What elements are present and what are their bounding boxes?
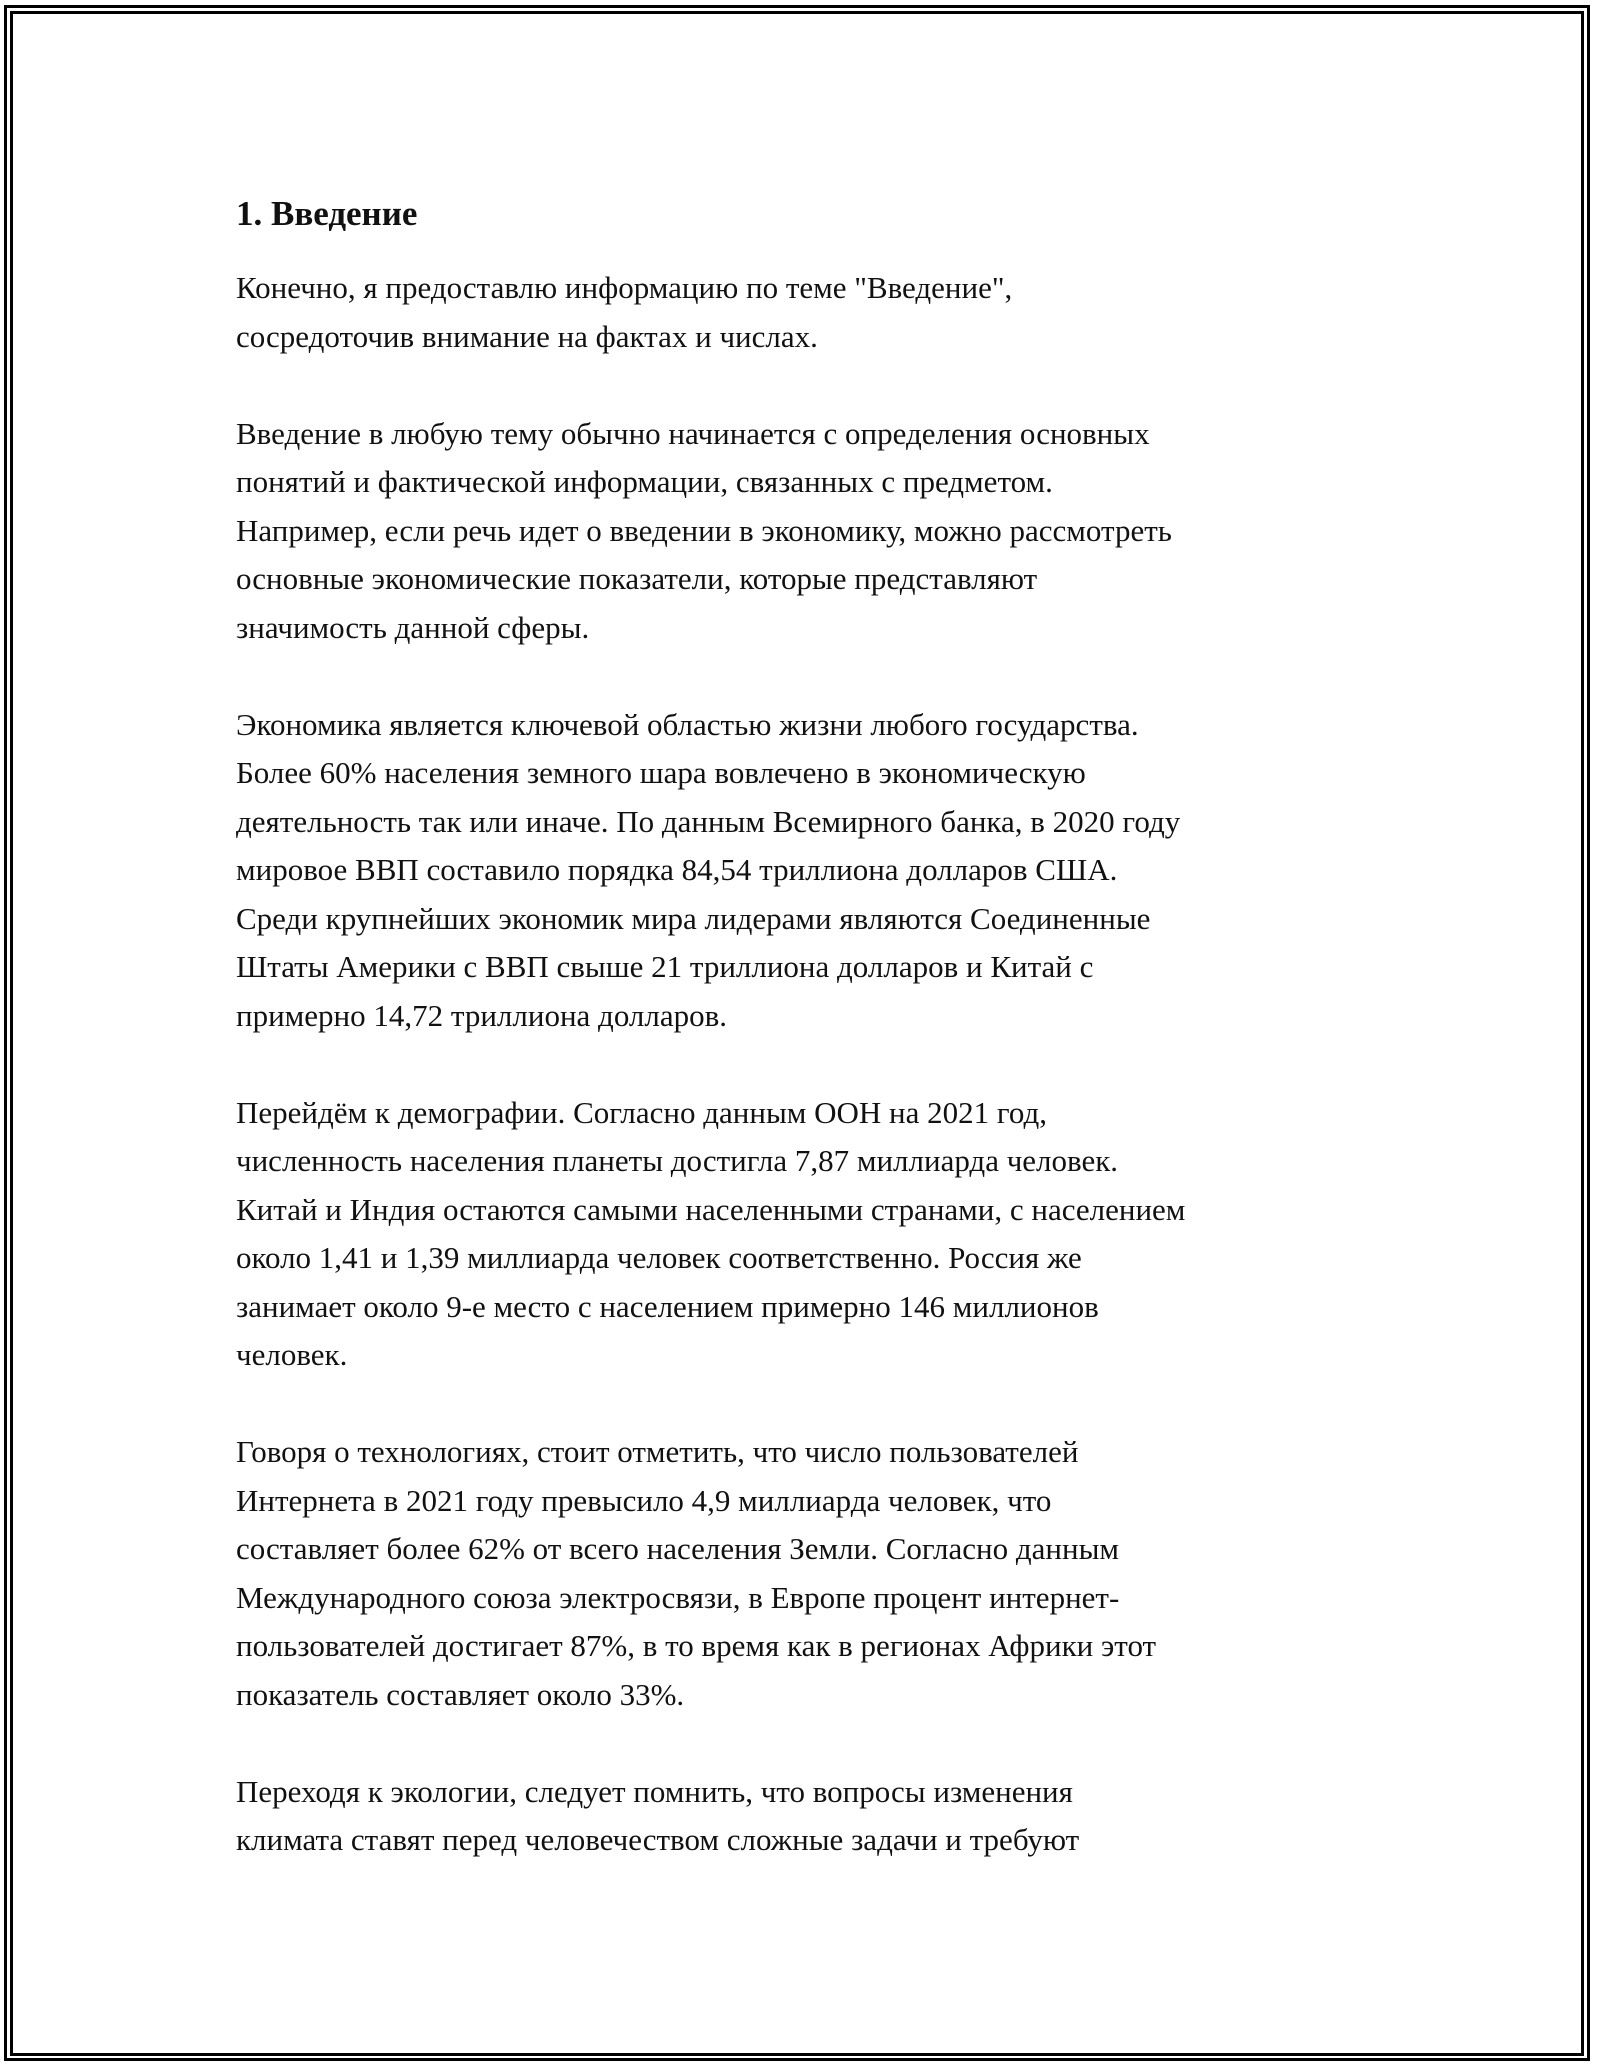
paragraph-definition: Введение в любую тему обычно начинается с определения основных понятий и фактической информации, связанных с предметом. Например, если речь идет о введении в экономику, можно рассмотреть основные экономические показатели, которые представляют значимость данной сферы. [236, 415, 1172, 645]
paragraph-demography: Перейдём к демографии. Согласно данным ООН на 2021 год, численность населения планеты достигла 7,87 миллиарда человек. Китай и Индия остаются самыми населенными странами, с населением около 1,41 и 1,39 миллиарда человек соответственно. Россия же занимает около 9-е место с населением примерно 146 миллионов человек. [236, 1094, 1186, 1372]
paragraph-economy: Экономика является ключевой областью жизни любого государства. Более 60% населения земного шара вовлечено в экономическую деятельность так или иначе. По данным Всемирного банка, в 2020 году мировое ВВП составило порядка 84,54 триллиона долларов США. Среди крупнейших экономик мира лидерами являются Соединенные Штаты Америки с ВВП свыше 21 триллиона долларов и Китай с примерно 14,72 триллиона долларов. [236, 706, 1181, 1033]
paragraph-intro: Конечно, я предоставлю информацию по теме "Введение", сосредоточив внимание на фактах и числах. [236, 270, 1013, 354]
paragraph-technology: Говоря о технологиях, стоит отметить, что число пользователей Интернета в 2021 году превысило 4,9 миллиарда человек, что составляет более 62% от всего населения Земли. Согласно данным Международного союза электросвязи, в Европе процент интернет- пользователей достигает 87%, в то время как в регионах Африки этот показатель составляет около 33%. [236, 1434, 1157, 1712]
section-heading: 1. Введение [236, 194, 418, 233]
paragraph-ecology: Переходя к экологии, следует помнить, что вопросы изменения климата ставят перед человечеством сложные задачи и требуют [236, 1773, 1080, 1857]
document-body [236, 186, 1376, 1913]
